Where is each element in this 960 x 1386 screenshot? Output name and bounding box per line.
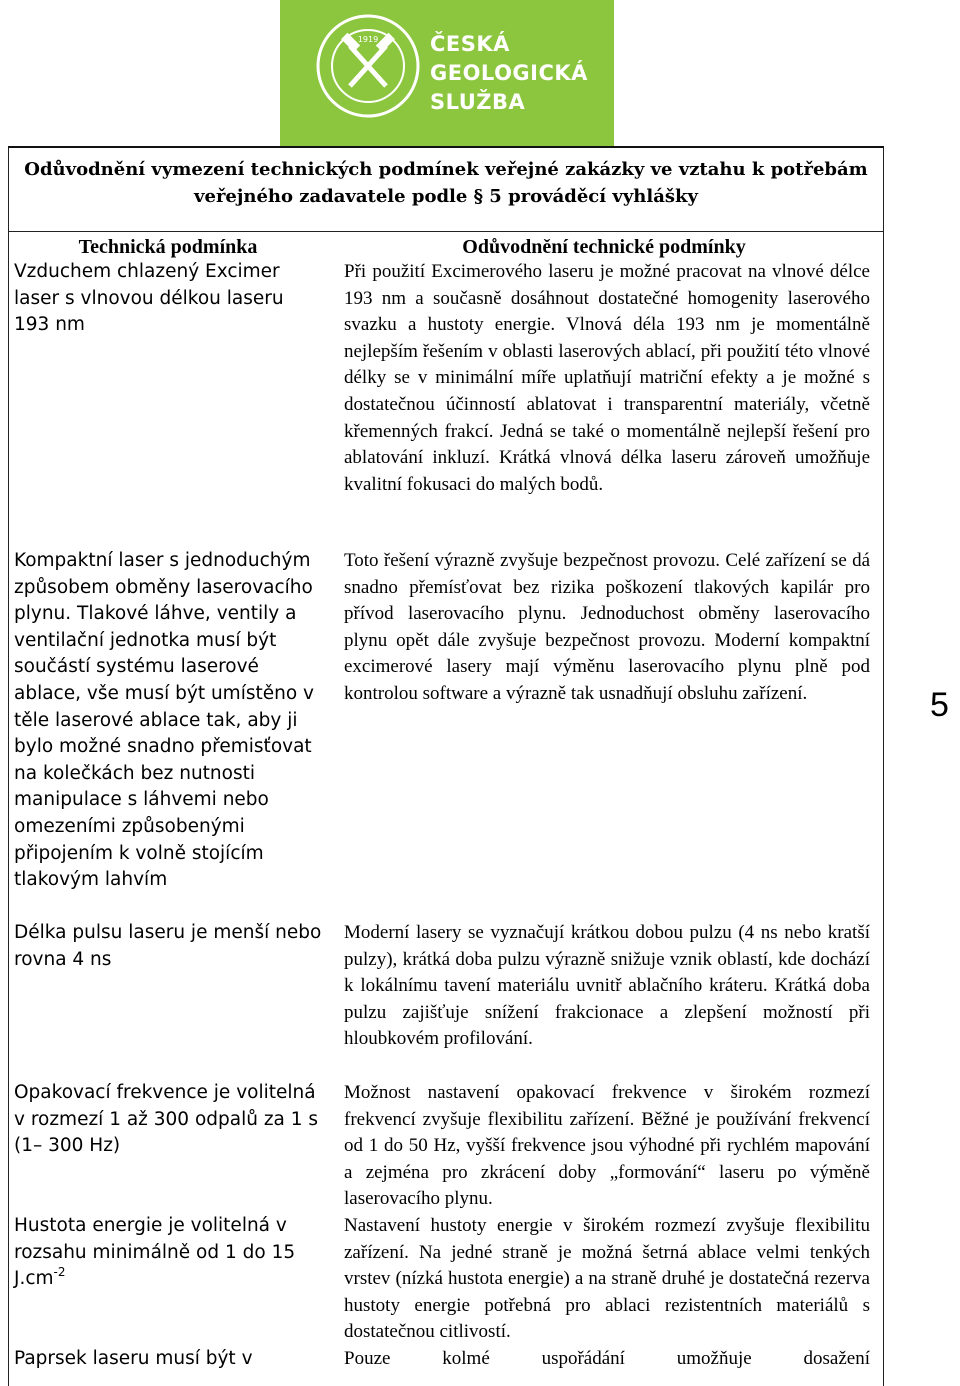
justification-cell: Nastavení hustoty energie v širokém rozmezí zvyšuje flexibilitu zařízení. Na jedné straně je možná šetrná ablace velmi tenkých vrstev (nízká hustota energie) a na straně druhé je dostatečná rezerva hustoty energie potřebná pro ablaci rezistentních materiálů s dostatečnou citlivostí. <box>344 1215 870 1343</box>
condition-cell: Délka pulsu laseru je menší nebo rovna 4 ns <box>14 922 322 970</box>
justification-cell: Při použití Excimerového laseru je možné pracovat na vlnové délce 193 nm a současně dosáhnout dostatečné homogenity laserového svazku a hustoty energie. Vlnová déla 193 nm je momentálně nejlepším řešením v oblasti laserových ablací, při použití této vlnové délky se v minimální míře uplatňují matriční efekty a je možné s dostatečnou účinností ablatovat i transparentní materiály, včetně křemenných frakcí. Jedná se také o momentálně nejlepší řešení pro ablatování inkluzí. Krátká vlnová délka laseru zároveň umožňuje kvalitní fokusaci do malých bodů. <box>344 261 870 495</box>
condition-cell <box>10 1213 326 1346</box>
table-row <box>10 920 882 1080</box>
justification-cell: Toto řešení výrazně zvyšuje bezpečnost provozu. Celé zařízení se dá snadno přemísťovat bez rizika poškození tlakových kapilár pro přívod laserovacího plynu. Jednoduchost obměny laserovacího plynu opět dále zvyšuje bezpečnost provozu. Moderní kompaktní excimerové lasery mají výměnu laserovacího plynu plně pod kontrolou software a výrazně tak usnadňují obsluhu zařízení. <box>344 550 870 704</box>
logo-text <box>430 30 588 117</box>
table-row <box>10 259 882 548</box>
column-header-justification: Odůvodnění technické podmínky <box>462 235 746 258</box>
justification-cell: Moderní lasery se vyznačují krátkou dobou pulzu (4 ns nebo kratší pulzy), krátká doba pulzu výrazně snižuje vznik oblastí, kde dochází k lokálnímu tavení materiálu uvnitř ablačního kráteru. Krátká doba pulzu zajišťuje snížení frakcionace a zlepšení možností při hloubkovém profilování. <box>344 922 870 1050</box>
unit-exponent: -2 <box>53 1265 66 1280</box>
heading-line-2: veřejného zadavatele podle § 5 prováděcí vyhlášky <box>194 186 698 207</box>
table-row <box>10 1213 882 1346</box>
conditions-table <box>10 233 882 1373</box>
page-number: 5 <box>930 686 949 724</box>
condition-cell: Opakovací frekvence je volitelná v rozmezí 1 až 300 odpalů za 1 s (1– 300 Hz) <box>14 1082 319 1157</box>
condition-cell: Paprsek laseru musí být v <box>14 1348 253 1369</box>
logo-line-3: SLUŽBA <box>430 90 526 114</box>
table-row <box>10 548 882 920</box>
table-row <box>10 1346 882 1373</box>
condition-cell: Kompaktní laser s jednoduchým způsobem obměny laserovacího plynu. Tlakové láhve, ventily a ventilační jednotka musí být součástí systému laserové ablace, vše musí být umístěno v těle laserové ablace tak, aby ji bylo možné snadno přemisťovat na kolečkách bez nutnosti manipulace s láhvemi nebo omezeními způsobenými připojením k volně stojícím tlakovým lahvím <box>14 550 314 891</box>
logo-line-2: GEOLOGICKÁ <box>430 61 588 85</box>
column-header-condition: Technická podmínka <box>78 235 258 258</box>
table-row <box>10 1080 882 1213</box>
seal-year: 1919 <box>357 35 379 44</box>
document-heading <box>8 146 884 232</box>
table-header-row <box>10 233 882 259</box>
justification-cell: Možnost nastavení opakovací frekvence v širokém rozmezí frekvencí zvyšuje flexibilitu zařízení. Běžné je používání frekvencí od 1 do 50 Hz, vyšší frekvence jsou výhodné při rychlém mapování a zejména pro zkrácení doby „formování“ laseru po výměně laserovacího plynu. <box>344 1082 870 1210</box>
condition-text: Hustota energie je volitelná v rozsahu minimálně od 1 do 15 J.cm <box>14 1215 296 1290</box>
logo-ceska-geologicka-sluzba <box>280 0 614 148</box>
justification-cell: Pouze kolmé uspořádání umožňuje dosažení <box>344 1348 870 1369</box>
heading-line-1: Odůvodnění vymezení technických podmínek veřejné zakázky ve vztahu k potřebám <box>24 159 868 180</box>
condition-cell: Vzduchem chlazený Excimer laser s vlnovou délkou laseru 193 nm <box>14 261 284 336</box>
logo-line-1: ČESKÁ <box>430 32 510 56</box>
geological-survey-seal-icon <box>314 12 422 120</box>
